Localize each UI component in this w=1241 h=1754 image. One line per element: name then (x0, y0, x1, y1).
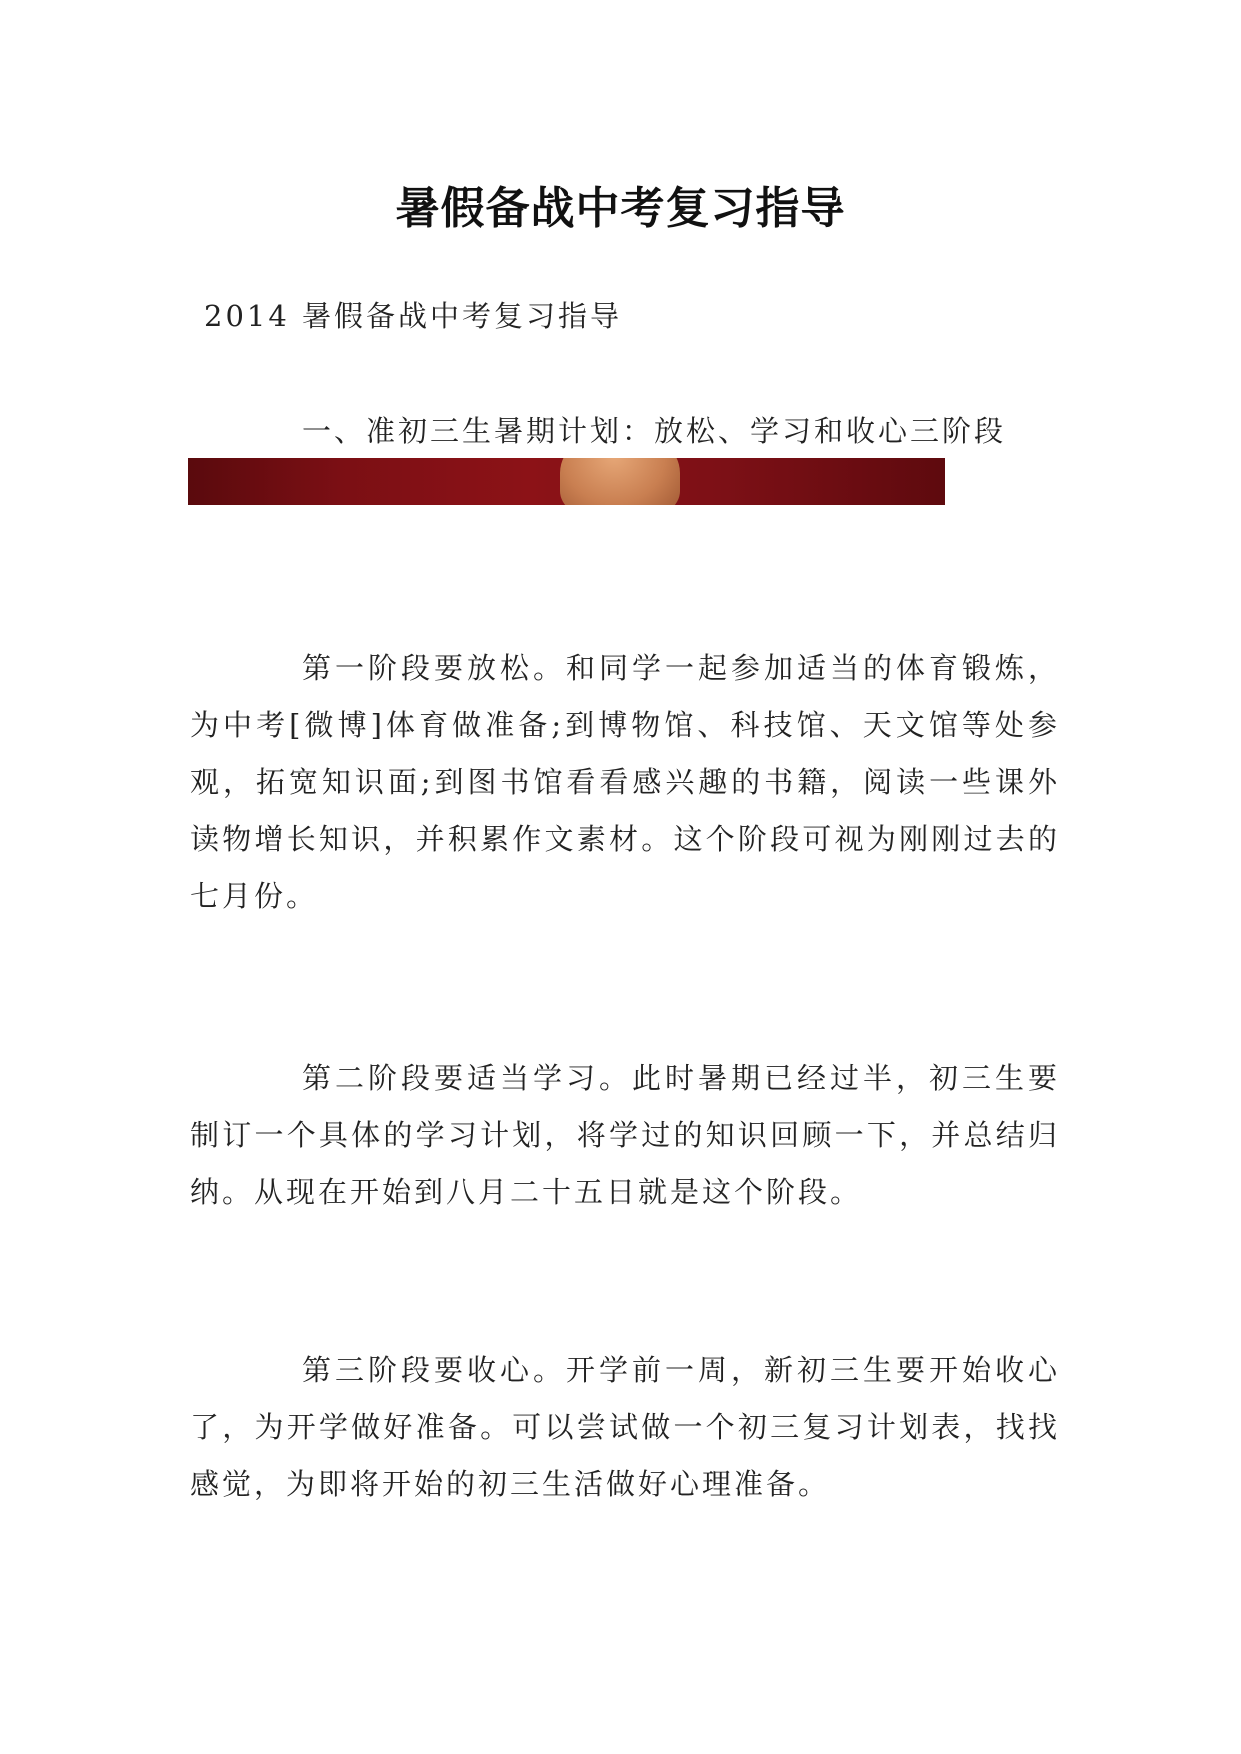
document-subtitle: 2014 暑假备战中考复习指导 (204, 299, 623, 333)
section-heading: 一、准初三生暑期计划：放松、学习和收心三阶段 (302, 414, 1007, 448)
banner-image (188, 458, 945, 505)
document-title: 暑假备战中考复习指导 (395, 183, 846, 235)
banner-figure-image (560, 458, 680, 505)
paragraph-stage-one: 第一阶段要放松。和同学一起参加适当的体育锻炼，为中考[微博]体育做准备;到博物馆、科技馆、天文馆等处参观，拓宽知识面;到图书馆看看感兴趣的书籍，阅读一些课外读物增长知识，并积累作文素材。这个阶段可视为刚刚过去的七月份。 (190, 651, 1060, 913)
paragraph-stage-three: 第三阶段要收心。开学前一周，新初三生要开始收心了，为开学做好准备。可以尝试做一个初三复习计划表，找找感觉，为即将开始的初三生活做好心理准备。 (190, 1353, 1060, 1501)
paragraph-stage-two: 第二阶段要适当学习。此时暑期已经过半，初三生要制订一个具体的学习计划，将学过的知识回顾一下，并总结归纳。从现在开始到八月二十五日就是这个阶段。 (190, 1061, 1060, 1209)
